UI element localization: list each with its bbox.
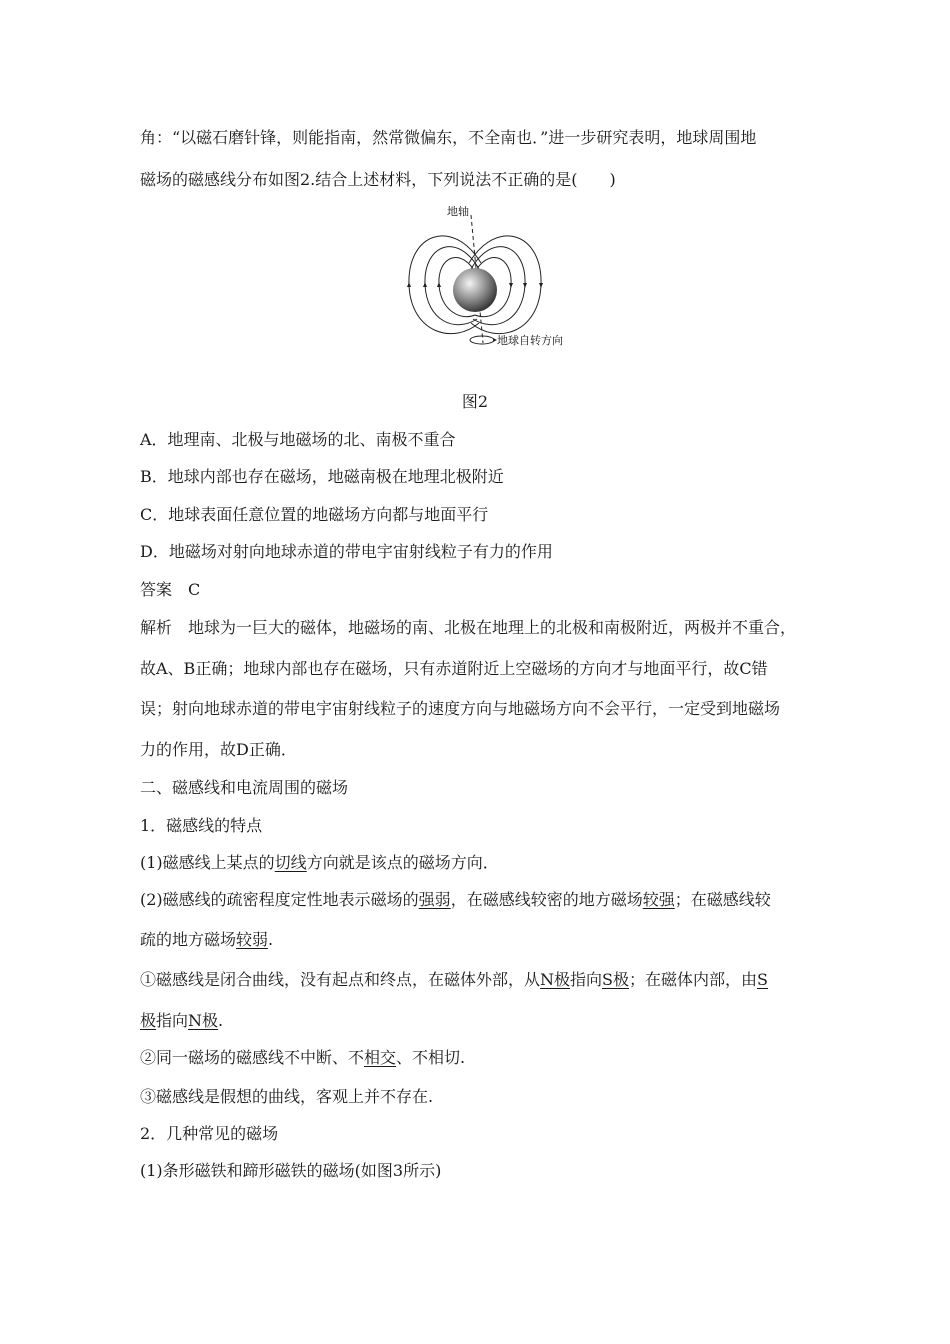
point-2-underline: 相交 [364, 1048, 397, 1067]
point-1-text-a: ①磁感线是闭合曲线，没有起点和终点，在磁体外部，从 [140, 970, 541, 989]
subsection-1-heading: 1．磁感线的特点 [140, 816, 263, 835]
point-1-underline-1: N极 [540, 970, 571, 989]
point-1-underline-4: 极 [140, 1011, 157, 1030]
item-2-text-d: 疏的地方磁场 [140, 930, 237, 949]
point-1-line-2 [140, 1011, 223, 1031]
item-1-text-b: 方向就是该点的磁场方向． [306, 853, 499, 872]
point-1-underline-5: N极 [188, 1011, 219, 1030]
item-1-underline: 切线 [274, 853, 307, 872]
point-2-text-b: 、不相切. [396, 1048, 466, 1067]
item-2-underline-1: 强弱 [418, 890, 451, 909]
item-2-text-a: (2)磁感线的疏密程度定性地表示磁场的 [140, 890, 419, 909]
item-2-text-e: . [268, 930, 274, 949]
point-1-line-1 [140, 970, 768, 990]
point-2 [140, 1048, 465, 1068]
point-1-text-e: . [218, 1011, 224, 1030]
subsection-2-heading: 2．几种常见的磁场 [140, 1124, 279, 1143]
option-d: D．地磁场对射向地球赤道的带电宇宙射线粒子有力的作用 [140, 542, 553, 561]
analysis-line-3: 误；射向地球赤道的带电宇宙射线粒子的速度方向与地磁场方向不会平行，一定受到地磁场 [140, 699, 781, 718]
intro-line-1: 角：“以磁石磨针锋，则能指南，然常微偏东，不全南也．”进一步研究表明，地球周围地 [140, 128, 757, 147]
answer: 答案 C [140, 580, 201, 599]
point-1-text-d: 指向 [156, 1011, 189, 1030]
figure-2-caption: 图2 [461, 392, 489, 411]
option-a: A．地理南、北极与地磁场的北、南极不重合 [140, 430, 456, 449]
intro-line-2: 磁场的磁感线分布如图2.结合上述材料，下列说法不正确的是( ) [140, 170, 616, 189]
label-rotation-direction: 地球自转方向 [497, 334, 563, 347]
item-2-underline-2: 较强 [642, 890, 675, 909]
item-2-text-c: ；在磁感线较 [674, 890, 771, 909]
analysis-line-1: 解析 地球为一巨大的磁体，地磁场的南、北极在地理上的北极和南极附近，两极并不重合， [140, 618, 797, 637]
analysis-line-2: 故A、B正确；地球内部也存在磁场，只有赤道附近上空磁场的方向才与地面平行，故C错 [140, 659, 768, 678]
item-2-underline-3: 较弱 [236, 930, 269, 949]
earth-globe [453, 268, 497, 312]
item-2-line-2 [140, 930, 273, 950]
item-2-line-1 [140, 890, 771, 910]
earth-magnetic-field-figure [385, 203, 565, 353]
point-1-text-b: 指向 [570, 970, 603, 989]
point-3: ③磁感线是假想的曲线，客观上并不存在. [140, 1087, 434, 1106]
option-b: B．地球内部也存在磁场，地磁南极在地理北极附近 [140, 467, 504, 486]
analysis-line-4: 力的作用，故D正确． [140, 740, 297, 759]
label-earth-axis: 地轴 [447, 205, 469, 218]
point-1-underline-2: S极 [602, 970, 630, 989]
option-c: C．地球表面任意位置的地磁场方向都与地面平行 [140, 505, 489, 524]
point-2-text-a: ②同一磁场的磁感线不中断、不 [140, 1048, 365, 1067]
item-1-text-a: (1)磁感线上某点的 [140, 853, 275, 872]
point-1-underline-3: S [757, 970, 768, 989]
point-1-text-c: ；在磁体内部，由 [629, 970, 758, 989]
section-2-heading: 二、磁感线和电流周围的磁场 [140, 778, 349, 797]
item-1 [140, 853, 499, 873]
item-2-text-b: ，在磁感线较密的地方磁场 [450, 890, 643, 909]
subsection-2-item-1: (1)条形磁铁和蹄形磁铁的磁场(如图3所示) [140, 1161, 442, 1180]
